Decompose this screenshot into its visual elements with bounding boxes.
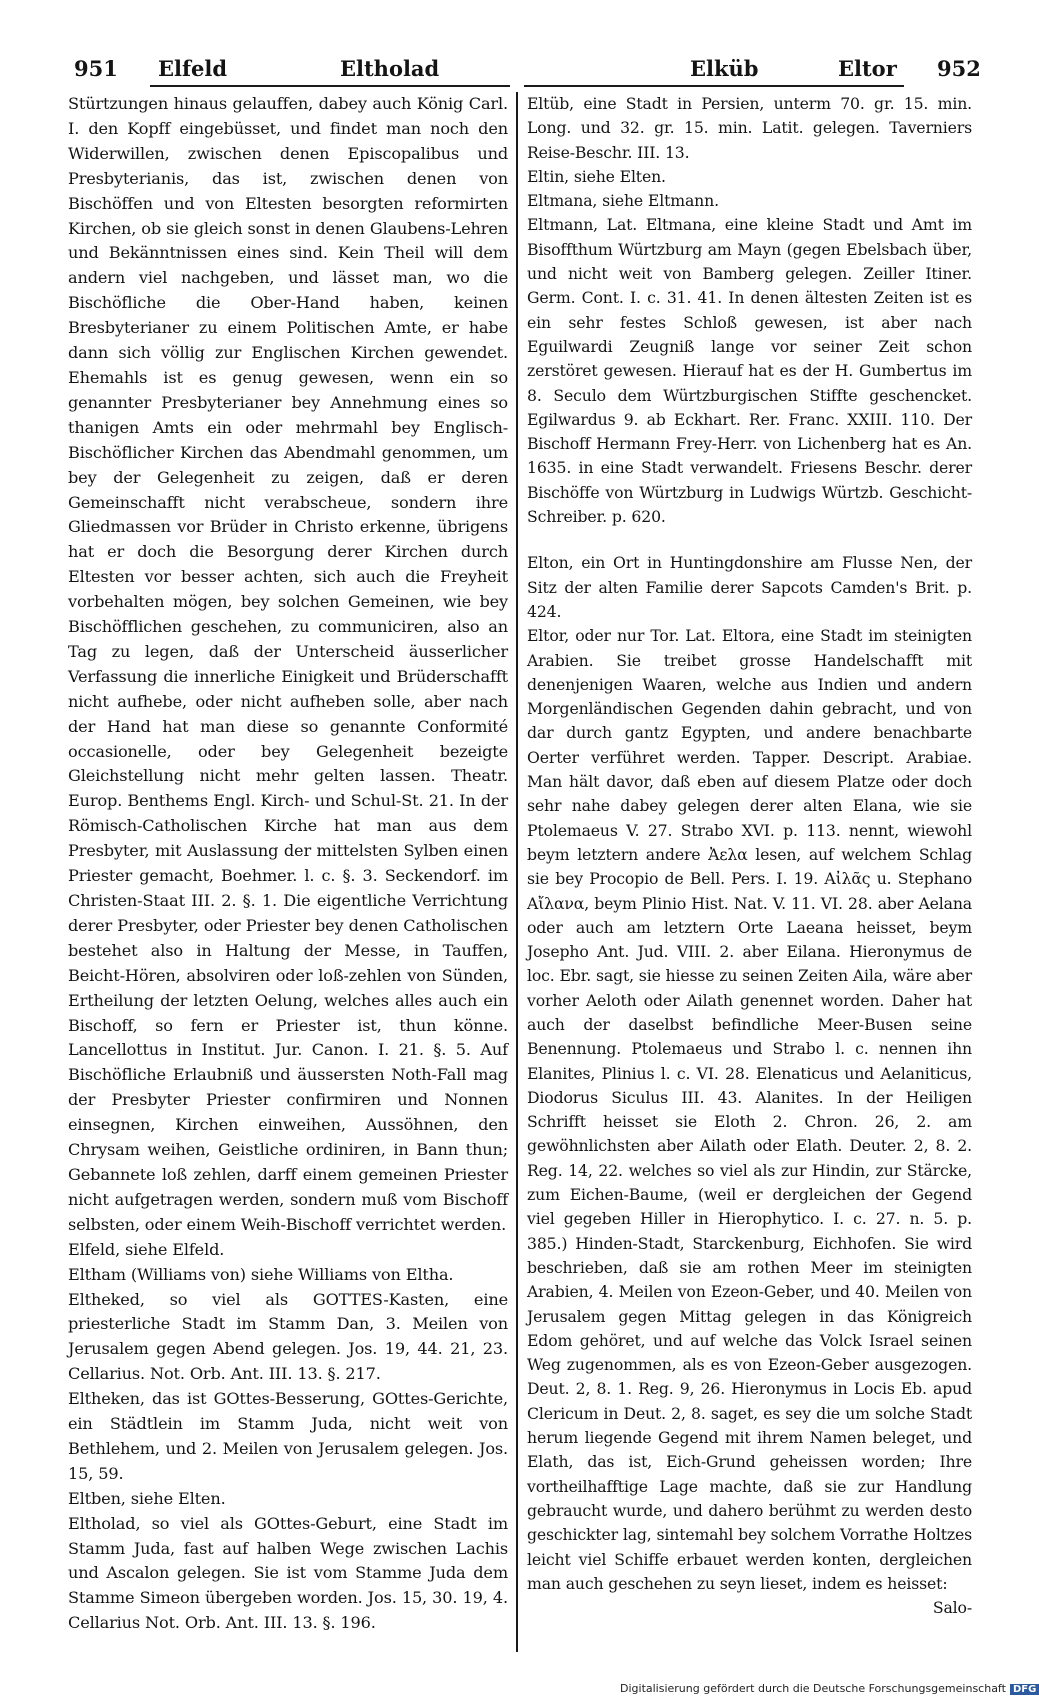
entry-eltmann: Eltmann, Lat. Eltmana, eine kleine Stadt und Amt im Bisoffthum Würtzburg am Mayn (gegen Ebelsbach über, und nicht weit von Bamberg gelegen. Zeiller Itiner. Germ. Cont. I. c. 31. 41. In denen ältesten Zeiten ist es ein sehr festes Schloß gewesen, ist aber nach Eguilwardi Zeugniß lange vor seiner Zeit schon zerstöret gewesen. Hierauf hat es der H. Gumbertus im 8. Seculo dem Würtzburgischen Stiffte geschencket. Egilwardus 9. ab Eckhart. Rer. Franc. XXIII. 110. Der Bischoff Hermann Frey-Herr. von Lichenberg hat es An. 1635. in eine Stadt verwandelt. Friesens Beschr. derer Bischöffe von Würtzburg in Ludwigs Würtzb. Geschicht-Schreiber. p. 620. — [527, 215, 972, 527]
left-second-keyword: Eltholad — [340, 56, 440, 81]
left-text-column — [68, 92, 508, 1636]
right-page-number: 952 — [937, 56, 981, 81]
digitization-footer — [620, 1682, 1039, 1695]
entry-eltin: Eltin, siehe Elten. — [527, 166, 666, 186]
entry-eltheken: Eltheken, das ist GOttes-Besserung, GOttes-Gerichte, ein Städtlein im Stamm Juda, nicht weit von Bethlehem, und 2. Meilen von Jerusalem gelegen. Jos. 15, 59. — [68, 1389, 508, 1483]
entry-eltmana: Eltmana, siehe Eltmann. — [527, 191, 719, 211]
entry-gap — [527, 529, 972, 551]
entry-presbyter-continued: Stürtzungen hinaus gelauffen, dabey auch König Carl. I. den Kopff eingebüsset, und findet man noch den Widerwillen, zwischen denen Episcopalibus und Presbyterianis, das ist, zwischen denen von Bischöffen und von Eltesten besorgten reformirten Kirchen, ob sie gleich sonst in denen Glaubens-Lehren und Bekänntnissen eines sind. Kein Theil will dem andern viel nachgeben, und lässet man, wo die Bischöfliche die Ober-Hand haben, keinen Bresbyterianer zu einem Politischen Amte, er habe dann sich völlig zur Englischen Kirchen gewendet. Ehemahls ist es genug gewesen, wenn ein so genannter Presbyterianer bey Annehmung eines so thanigen Amts ein oder mehrmahl bey Englisch-Bischöflicher Kirchen das Abendmahl genommen, um bey der Gelegenheit zu zeigen, daß er deren Gemeinschafft nicht verabscheue, sondern ihre Gliedmassen vor Brüder in Christo erkenne, übrigens hat er doch die Besorgung derer Kirchen durch Eltesten vor besser achten, sich auch die Freyheit vorbehalten mögen, bey solchen Gemeinen, wie bey Bischöfflichen geschehen, zu communiciren, also an Tag zu legen, daß der Unterscheid äusserlicher Verfassung die innerliche Einigkeit und Brüderschafft nicht aufhebe, oder nicht aufheben solle, aber nach der Hand hat man diese so genannte Conformité occasionelle, oder bey Gelegenheit bezeigte Gleichstellung nicht mehr gelten lassen. Theatr. Europ. Benthems Engl. Kirch- und Schul-St. 21. In der Römisch-Catholischen Kirche hat man aus dem Presbyter, mit Auslassung der mittelsten Sylben einen Priester gemacht, Boehmer. l. c. §. 3. Seckendorf. im Christen-Staat III. 2. §. 1. Die eigentliche Verrichtung derer Presbyter, oder Priester bey denen Catholischen bestehet also in Haltung der Messe, in Tauffen, Beicht-Hören, absolviren oder loß-zehlen von Sünden, Ertheilung der letzten Oelung, welches alles auch ein Bischoff, so fern er Priester ist, thun könne. Lancellottus in Institut. Jur. Canon. I. 21. §. 5. Auf Bischöfliche Erlaubniß und äussersten Noth-Fall mag der Presbyter Priester confirmiren und Nonnen einsegnen, Kirchen einweihen, Aussöhnen, den Chrysam weihen, Geistliche ordiniren, in Bann thun; Gebannete loß zehlen, darff einem gemeinen Priester nicht aufgetragen werden, sondern muß vom Bischoff selbsten, oder einem Weih-Bischoff verrichtet werden. — [68, 94, 508, 1234]
footer-text: Digitalisierung gefördert durch die Deutsche Forschungsgemeinschaft — [620, 1682, 1006, 1695]
entry-eltor: Eltor, oder nur Tor. Lat. Eltora, eine Stadt im steinigten Arabien. Sie treibet grosse Handelschafft mit denenjenigen Waaren, welche aus Indien und andern Morgenländischen Gegenden dahin gebracht, und von dar durch gantz Egypten, und andere benachbarte Oerter verführet werden. Tapper. Descript. Arabiae. Man hält davor, daß eben auf diesem Platze oder doch sehr nahe dabey gelegen derer alten Elana, wie sie Ptolemaeus V. 27. Strabo XVI. p. 113. nennt, wiewohl beym letztern andere Ἀελα lesen, auf welchem Schlag sie bey Procopio de Bell. Pers. I. 19. Αἰλᾶς u. Stephano Αἴλανα, beym Plinio Hist. Nat. V. 11. VI. 28. aber Aelana oder auch am letztern Orte Laeana heisset, beym Josepho Ant. Jud. VIII. 2. aber Eilana. Hieronymus de loc. Ebr. sagt, sie hiesse zu seinen Zeiten Aila, wäre aber vorher Aeloth oder Ailath genennet worden. Daher hat auch der daselbst befindliche Meer-Busen seine Benennung. Ptolemaeus und Strabo l. c. nennen ihn Elanites, Plinius l. c. VI. 28. Elenaticus und Aelaniticus, Diodorus Siculus III. 43. Alanites. In der Heiligen Schrifft heisset sie Eloth 2. Chron. 26, 2. am gewöhnlichsten aber Ailath oder Elath. Deuter. 2, 8. 2. Reg. 14, 22. welches so viel als zur Hindin, zur Stärcke, zum Eichen-Baume, (weil er dergleichen der Gegend viel gegeben Hiller in Hierophytico. I. c. 27. n. 5. p. 385.) Hinden-Stadt, Starckenburg, Eichhofen. Sie wird beschrieben, daß sie am rothen Meer im steinigten Arabien, 4. Meilen von Ezeon-Geber, und 40. Meilen von Jerusalem gegen Mittag gelegen in das Königreich Edom gehöret, und auf welche das Volck Israel seinen Weg zugenommen, als es von Ezeon-Geber ausgezogen. Deut. 2, 8. 1. Reg. 9, 26. Hieronymus in Locis Eb. apud Clericum in Deut. 2, 8. saget, es sey die um solche Stadt herum liegende Gegend mit ihrem Namen beleget, und Elath, das ist, Eich-Grund geheissen worden; Ihre vortheilhafftige Lage machte, daß sie zur Handlung gebraucht wurde, und dahero berühmt zu werden desto geschickter lag, sintemahl bey solchem Vorrathe Holtzes leicht viel Schiffe erbauet werden konten, dergleichen man auch geschehen zu seyn lieset, indem es heisset: — [527, 626, 973, 1593]
left-header-rule — [150, 85, 510, 87]
right-second-keyword: Eltor — [838, 56, 897, 81]
entry-eltholad: Eltholad, so viel als GOttes-Geburt, eine Stadt im Stamm Juda, fast auf halben Wege zwischen Lachis und Ascalon gelegen. Sie ist vom Stamme Juda dem Stamme Simeon übergeben worden. Jos. 15, 30. 19, 4. Cellarius Not. Orb. Ant. III. 13. §. 196. — [68, 1513, 508, 1633]
entry-elfeld: Elfeld, siehe Elfeld. — [68, 1239, 225, 1259]
right-header-rule — [524, 85, 904, 87]
entry-eltheked: Eltheked, so viel als GOTTES-Kasten, eine priesterliche Stadt im Stamm Dan, 3. Meilen von Jerusalem gegen Abend gelegen. Jos. 19, 44. 21, 23. Cellarius. Not. Orb. Ant. III. 13. §. 217. — [68, 1289, 508, 1384]
catchword: Salo- — [932, 1598, 972, 1618]
dfg-logo: DFG — [1010, 1684, 1039, 1695]
entry-elton: Elton, ein Ort in Huntingdonshire am Flusse Nen, der Sitz der alten Familie derer Sapcots Camden's Brit. p. 424. — [527, 553, 972, 621]
left-first-keyword: Elfeld — [158, 56, 228, 81]
entry-eltben: Eltben, siehe Elten. — [68, 1488, 226, 1508]
left-page-number: 951 — [74, 56, 118, 81]
right-first-keyword: Elküb — [690, 56, 759, 81]
right-text-column — [527, 92, 972, 1620]
entry-eltham: Eltham (Williams von) siehe Williams von Eltha. — [68, 1264, 454, 1284]
column-divider — [516, 92, 518, 1652]
entry-eltueb: Eltüb, eine Stadt in Persien, unterm 70. gr. 15. min. Long. und 32. gr. 15. min. Latit. gelegen. Taverniers Reise-Beschr. III. 13. — [527, 94, 972, 162]
